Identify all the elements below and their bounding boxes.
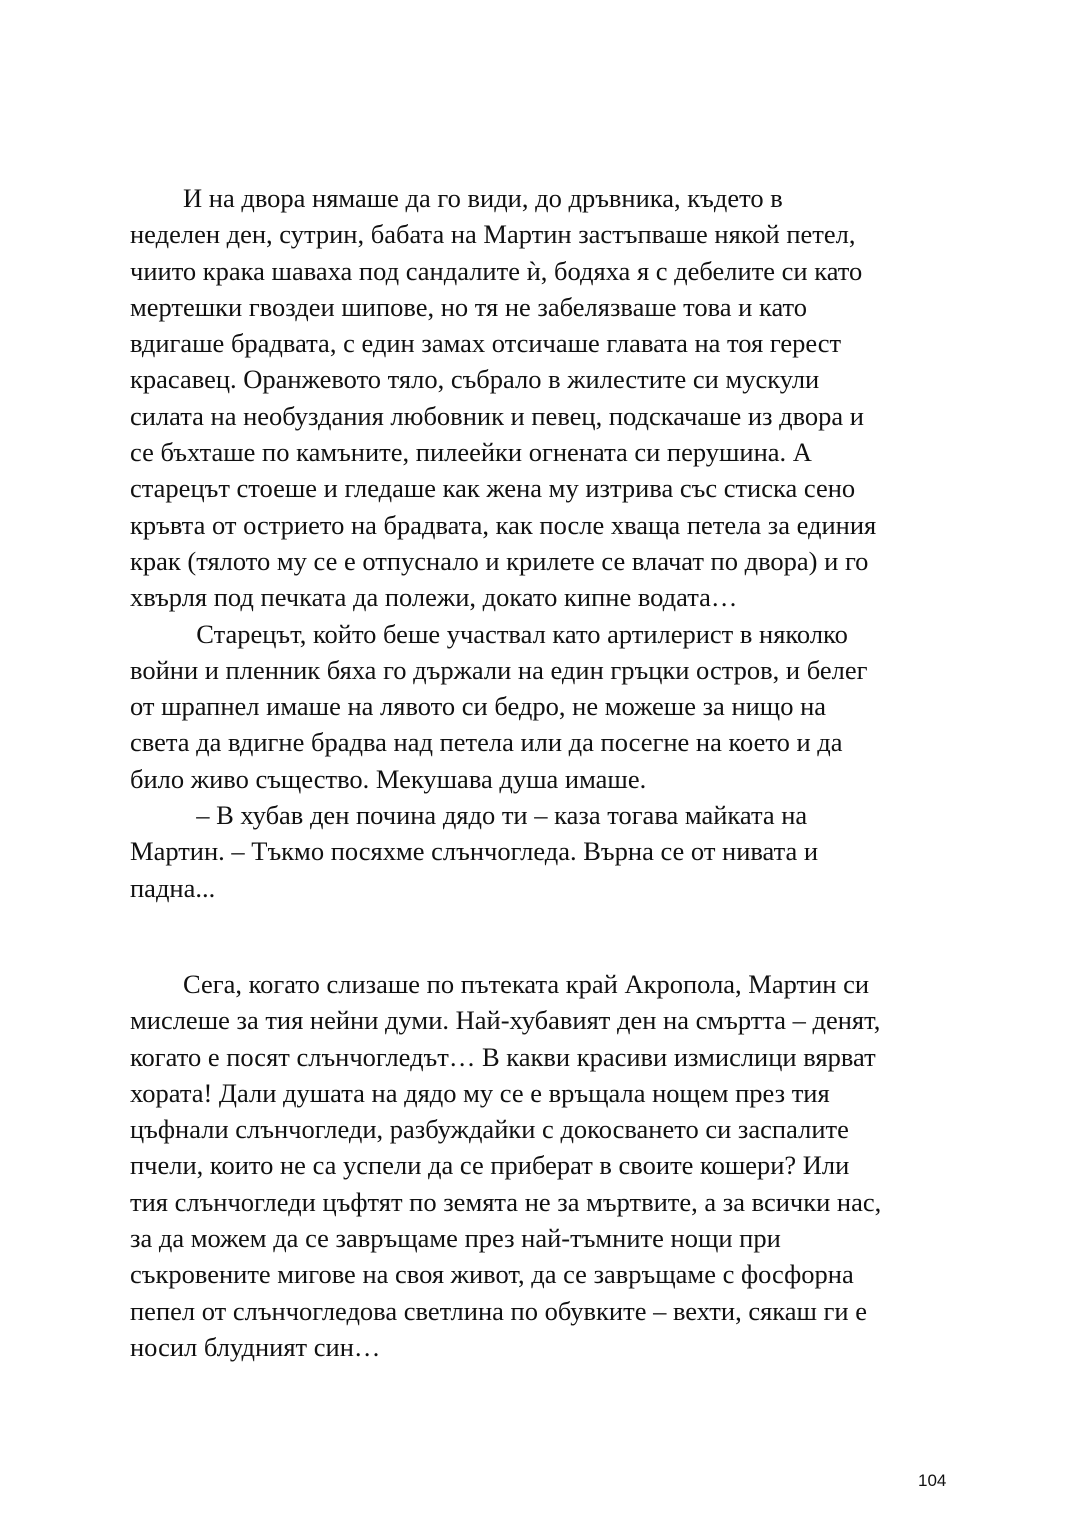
text-line: вдигаше брадвата, с един замах отсичаше главата на тоя герест (130, 328, 842, 359)
text-line: се бъхташе по камъните, пилеейки огнената си перушина. А (130, 437, 812, 468)
text-line: цъфнали слънчогледи, разбуждайки с докосването си заспалите (130, 1114, 849, 1145)
text-line: пепел от слънчогледова светлина по обувките – вехти, сякаш ги е (130, 1295, 867, 1326)
text-line: старецът стоеше и гледаше как жена му изтрива със стиска сено (130, 473, 856, 504)
text-line: И на двора нямаше да го види, до дръвника, където в (130, 183, 783, 213)
text-line: войни и пленник бяха го държали на един гръцки остров, и белег (130, 654, 868, 685)
text-line: съкровените мигове на своя живот, да се завръщаме с фосфорна (130, 1259, 854, 1290)
text-block-1 (130, 180, 960, 906)
text-line: – В хубав ден почина дядо ти – каза тогава майката на (130, 800, 808, 831)
text-line: Старецът, който беше участвал като артилерист в няколко (130, 618, 848, 649)
text-line: света да вдигне брадва над петела или да посегне на което и да (130, 727, 843, 758)
text-line: мислеше за тия нейни думи. Най-хубавият ден на смъртта – денят, (130, 1005, 881, 1036)
text-line: падна... (130, 872, 216, 903)
text-line: хората! Дали душата на дядо му се е връщала нощем през тия (130, 1077, 830, 1108)
text-line: тия слънчогледи цъфтят по земята не за мъртвите, а за всички нас, (130, 1186, 882, 1217)
text-line: за да можем да се завръщаме през най-тъмните нощи при (130, 1223, 781, 1254)
text-line: било живо същество. Мекушава душа имаше. (130, 763, 647, 794)
text-block-2 (130, 966, 960, 1365)
text-line: неделен ден, сутрин, бабата на Мартин застъпваше някой петел, (130, 219, 856, 250)
text-line: носил блудният син… (130, 1331, 381, 1362)
text-line: красавец. Оранжевото тяло, събрало в жилестите си мускули (130, 364, 820, 395)
text-line: когато е посят слънчогледът… В какви красиви измислици вярват (130, 1041, 876, 1072)
text-line: крак (тялото му се е отпуснало и крилете се влачат по двора) и го (130, 545, 869, 576)
text-line: от шрапнел имаше на лявото си бедро, не можеше за нищо на (130, 691, 827, 722)
page-number: 104 (918, 1471, 947, 1490)
text-line: пчели, които не са успели да се приберат в своите кошери? Или (130, 1150, 850, 1181)
text-line: чиито крака шаваха под сандалите ѝ, бодяха я с дебелите си като (130, 255, 863, 286)
text-line: Мартин. – Тъкмо посяхме слънчогледа. Върна се от нивата и (130, 836, 819, 867)
text-line: хвърля под печката да полежи, докато кипне водата… (130, 582, 738, 613)
text-line: кръвта от острието на брадвата, как после хваща петела за единия (130, 509, 877, 540)
text-line: силата на необуздания любовник и певец, подскачаше из двора и (130, 400, 864, 431)
text-line: мертешки гвоздеи шипове, но тя не забелязваше това и като (130, 291, 808, 322)
text-line: Сега, когато слизаше по пътеката край Акропола, Мартин си (130, 969, 870, 999)
